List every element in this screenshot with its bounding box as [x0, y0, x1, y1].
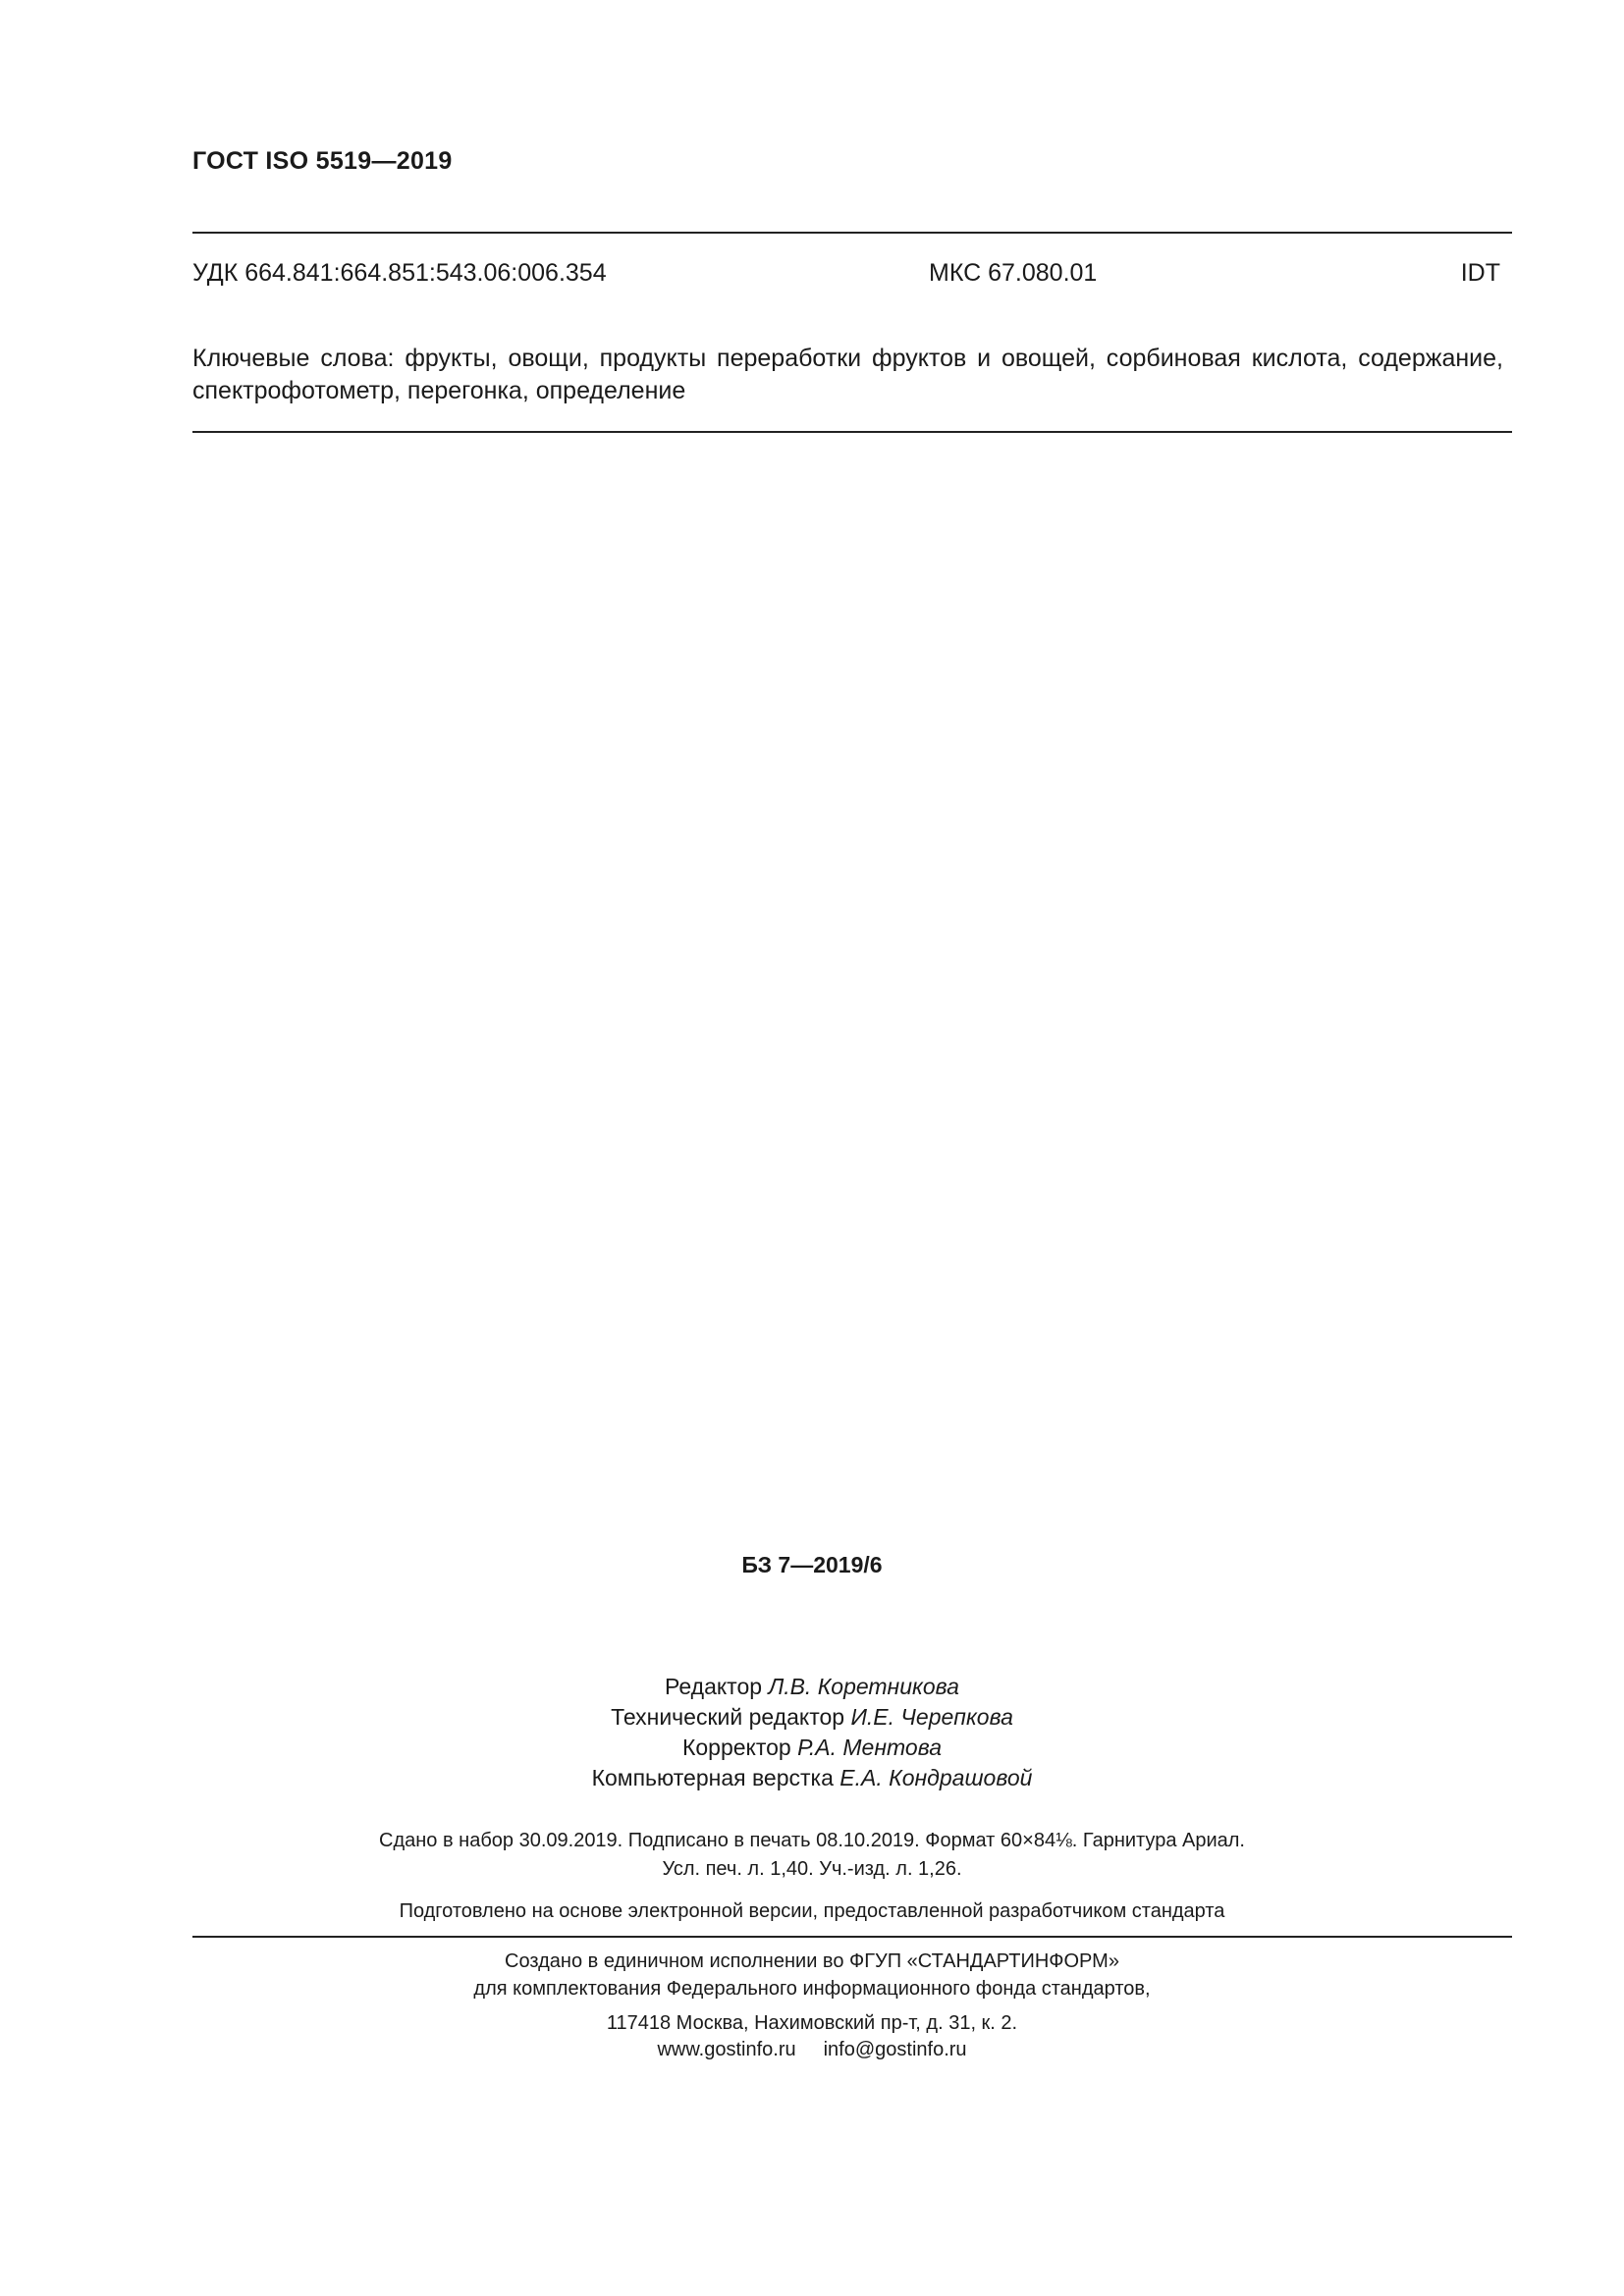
keywords-text: Ключевые слова: фрукты, овощи, продукты переработки фруктов и овощей, сорбиновая кислота, содержание, спектрофотометр, перегонка, определение	[192, 345, 1503, 404]
prepared-note: Подготовлено на основе электронной версии, предоставленной разработчиком стандарта	[399, 1900, 1225, 1922]
credit-role: Компьютерная верстка	[591, 1765, 834, 1790]
credit-corrector	[0, 1733, 1624, 1763]
publication-info	[0, 1827, 1624, 1884]
publication-line-1: Сдано в набор 30.09.2019. Подписано в печать 08.10.2019. Формат 60×84⅛. Гарнитура Ариал.	[379, 1830, 1245, 1851]
created-note	[0, 1948, 1624, 2002]
idt-mark: IDT	[1460, 259, 1500, 287]
standard-title: ГОСТ ISO 5519—2019	[192, 147, 453, 175]
created-line-2: для комплектования Федерального информационного фонда стандартов,	[473, 1978, 1151, 2000]
credit-role: Технический редактор	[611, 1704, 845, 1730]
credit-name: И.Е. Черепкова	[850, 1704, 1013, 1730]
website-link[interactable]: www.gostinfo.ru	[657, 2039, 796, 2060]
publication-line-2: Усл. печ. л. 1,40. Уч.-изд. л. 1,26.	[662, 1858, 962, 1880]
created-line-1: Создано в единичном исполнении во ФГУП «СТАНДАРТИНФОРМ»	[505, 1950, 1119, 1972]
bottom-divider	[192, 1936, 1512, 1938]
email-link[interactable]: info@gostinfo.ru	[823, 2039, 967, 2060]
keywords-divider	[192, 431, 1512, 433]
publisher-address	[0, 2010, 1624, 2063]
credit-role: Редактор	[665, 1674, 763, 1699]
udk-code: УДК 664.841:664.851:543.06:006.354	[192, 259, 607, 287]
credit-name: Е.А. Кондрашовой	[839, 1765, 1033, 1790]
credit-name: Р.А. Ментова	[797, 1735, 942, 1760]
credit-role: Корректор	[681, 1735, 791, 1760]
top-divider	[192, 232, 1512, 234]
credit-editor	[0, 1672, 1624, 1702]
credit-name: Л.В. Коретникова	[768, 1674, 959, 1699]
credit-layout	[0, 1763, 1624, 1793]
mks-code: МКС 67.080.01	[929, 259, 1098, 287]
address-contacts	[0, 2037, 1624, 2063]
address-street: 117418 Москва, Нахимовский пр-т, д. 31, к. 2.	[606, 2012, 1018, 2034]
credit-tech-editor	[0, 1702, 1624, 1733]
credits-block	[0, 1672, 1624, 1793]
bz-number: БЗ 7—2019/6	[741, 1552, 883, 1577]
